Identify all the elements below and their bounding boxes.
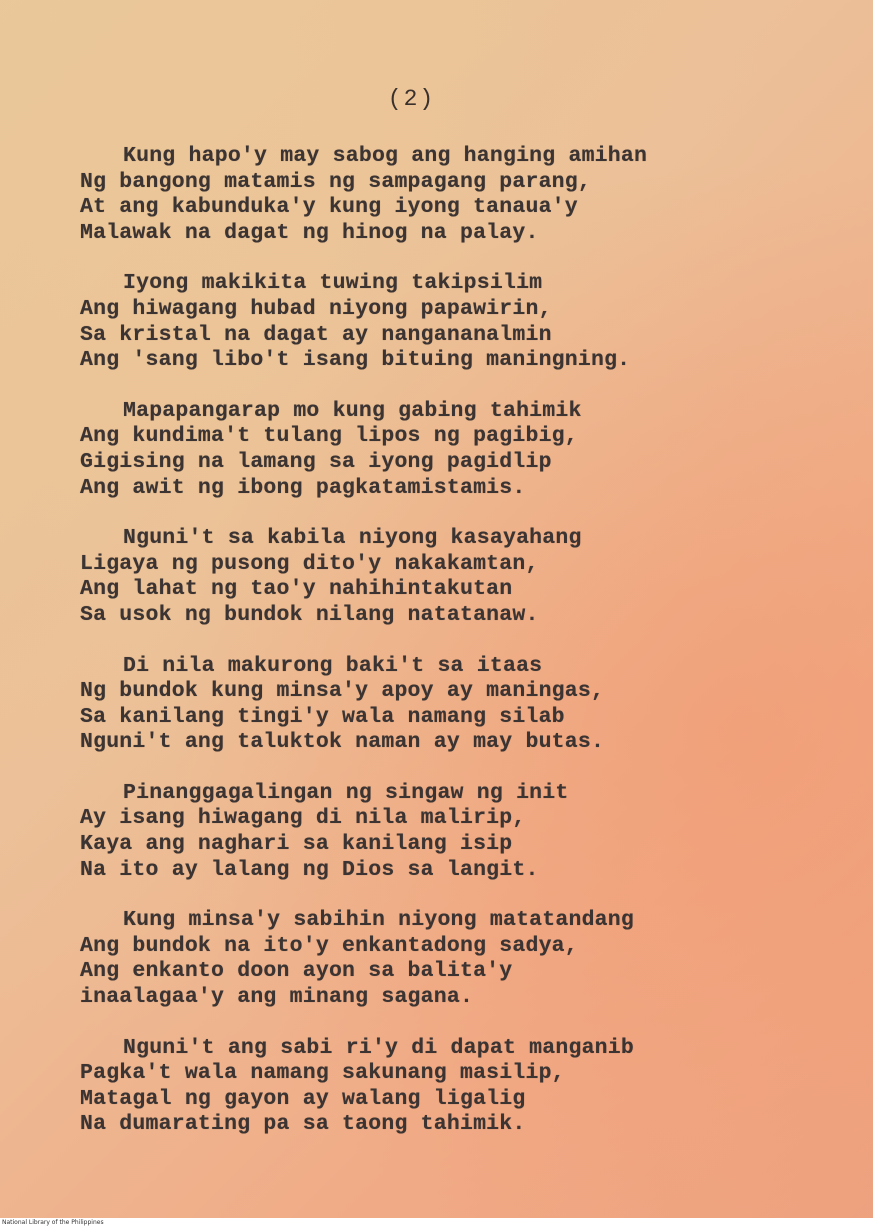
- poem-line: Ng bundok kung minsa'y apoy ay maningas,: [80, 679, 605, 704]
- poem-line: Sa usok ng bundok nilang natatanaw.: [80, 602, 539, 627]
- poem-line: Matagal ng gayon ay walang ligalig: [80, 1086, 526, 1111]
- poem: [80, 144, 840, 1163]
- poem-line: Ligaya ng pusong dito'y nakakamtan,: [80, 551, 539, 576]
- stanza-4: [80, 526, 840, 628]
- page-number: (2): [387, 86, 436, 112]
- footer-bar: [0, 1218, 873, 1227]
- poem-line: Mapapangarap mo kung gabing tahimik: [123, 398, 582, 423]
- stanza-1: [80, 144, 840, 246]
- stanza-3: [80, 399, 840, 501]
- poem-line: Ang kundima't tulang lipos ng pagibig,: [80, 424, 578, 449]
- poem-line: Gigising na lamang sa iyong pagidlip: [80, 449, 552, 474]
- poem-line: Sa kanilang tingi'y wala namang silab: [80, 704, 565, 729]
- poem-line: Nguni't ang taluktok naman ay may butas.: [80, 730, 605, 755]
- poem-line: Pagka't wala namang sakunang masilip,: [80, 1061, 565, 1086]
- poem-line: Sa kristal na dagat ay nangananalmin: [80, 322, 552, 347]
- poem-line: Malawak na dagat ng hinog na palay.: [80, 220, 539, 245]
- poem-line: Ang awit ng ibong pagkatamistamis.: [80, 475, 526, 500]
- poem-line: Ang lahat ng tao'y nahihintakutan: [80, 577, 513, 602]
- poem-line: Pinanggagalingan ng singaw ng init: [123, 780, 569, 805]
- stanza-6: [80, 781, 840, 883]
- poem-line: Kung minsa'y sabihin niyong matatandang: [123, 908, 634, 933]
- poem-line: At ang kabunduka'y kung iyong tanaua'y: [80, 195, 578, 220]
- poem-line: Iyong makikita tuwing takipsilim: [123, 271, 543, 296]
- poem-line: Ay isang hiwagang di nila malirip,: [80, 806, 526, 831]
- poem-line: Na dumarating pa sa taong tahimik.: [80, 1112, 526, 1137]
- poem-line: Ang hiwagang hubad niyong papawirin,: [80, 296, 552, 321]
- poem-line: Na ito ay lalang ng Dios sa langit.: [80, 857, 539, 882]
- poem-line: inaalagaa'y ang minang sagana.: [80, 985, 474, 1010]
- poem-line: Kaya ang naghari sa kanilang isip: [80, 832, 513, 857]
- poem-line: Ang 'sang libo't isang bituing maningning.: [80, 348, 631, 373]
- poem-line: Ang bundok na ito'y enkantadong sadya,: [80, 933, 578, 958]
- stanza-7: [80, 908, 840, 1010]
- stanza-8: [80, 1036, 840, 1138]
- poem-line: Ang enkanto doon ayon sa balita'y: [80, 959, 513, 984]
- poem-line: Nguni't ang sabi ri'y di dapat manganib: [123, 1035, 634, 1060]
- poem-line: Di nila makurong baki't sa itaas: [123, 653, 543, 678]
- poem-line: Kung hapo'y may sabog ang hanging amihan: [123, 144, 648, 168]
- library-credit: National Library of the Philippines: [2, 1219, 104, 1226]
- poem-line: Nguni't sa kabila niyong kasayahang: [123, 526, 582, 551]
- stanza-5: [80, 654, 840, 756]
- poem-line: Ng bangong matamis ng sampagang parang,: [80, 169, 591, 194]
- stanza-2: [80, 271, 840, 373]
